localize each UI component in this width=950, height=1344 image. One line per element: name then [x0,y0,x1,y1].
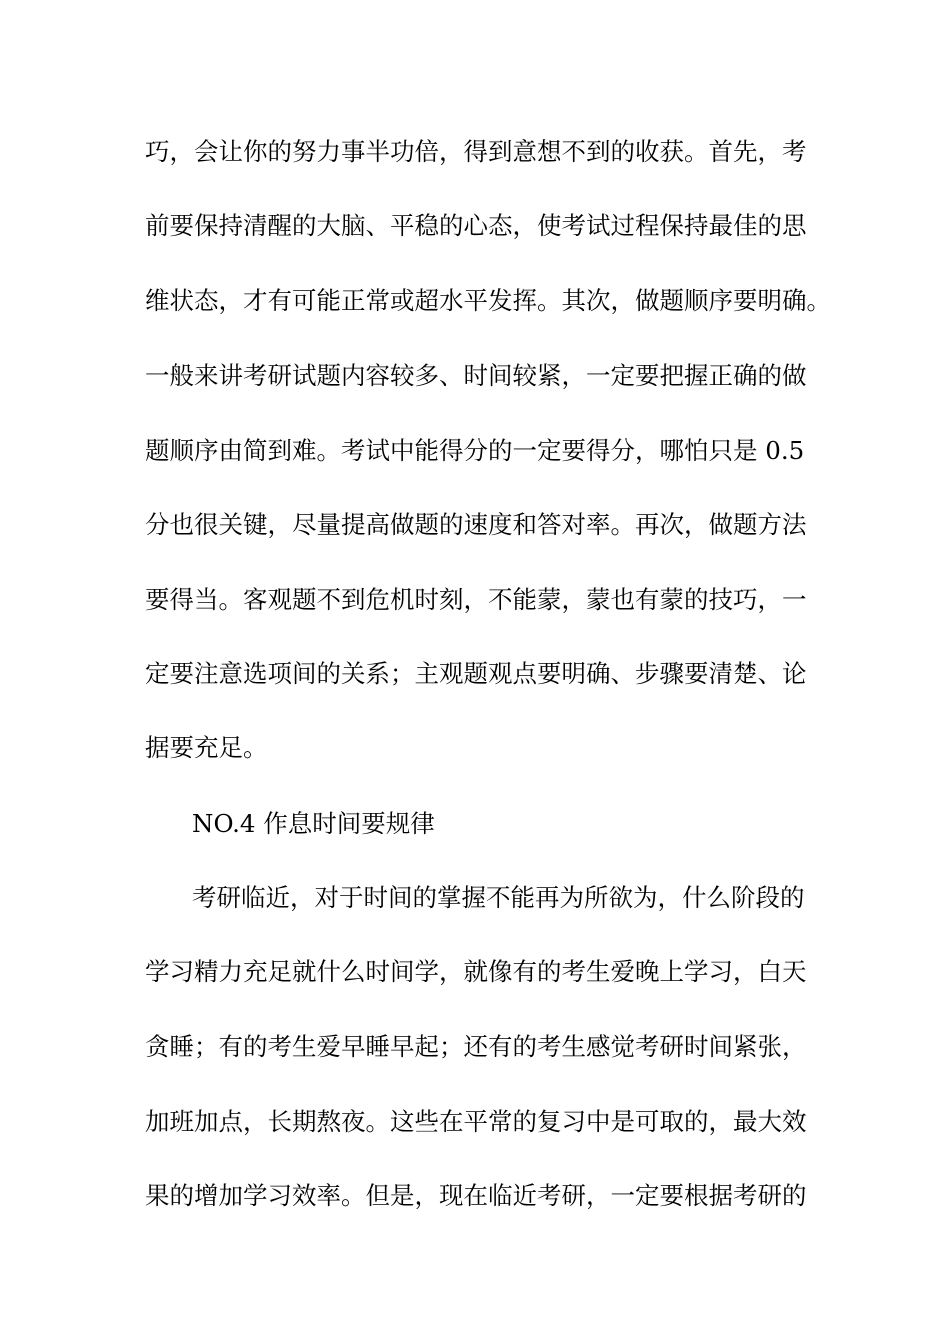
body-text-line: 要得当。客观题不到危机时刻，不能蒙，蒙也有蒙的技巧，一 [145,585,807,614]
body-text-line: 贪睡；有的考生爱早睡早起；还有的考生感觉考研时间紧张， [145,1032,807,1061]
body-text-line: 前要保持清醒的大脑、平稳的心态，使考试过程保持最佳的思 [145,211,807,240]
body-text-line: 一般来讲考研试题内容较多、时间较紧，一定要把握正确的做 [145,361,807,390]
body-text-line: 维状态，才有可能正常或超水平发挥。其次，做题顺序要明确。 [145,286,831,315]
body-text-line: 题顺序由简到难。考试中能得分的一定要得分，哪怕只是 0.5 [145,436,805,465]
section-heading: NO.4 作息时间要规律 [192,809,435,838]
body-text-line: 据要充足。 [145,733,268,762]
body-text-line: 分也很关键，尽量提高做题的速度和答对率。再次，做题方法 [145,510,807,539]
body-text-line: 定要注意选项间的关系；主观题观点要明确、步骤要清楚、论 [145,659,807,688]
body-text-line: 学习精力充足就什么时间学，就像有的考生爱晚上学习，白天 [145,957,807,986]
body-text-line: 巧，会让你的努力事半功倍，得到意想不到的收获。首先，考 [145,137,807,166]
body-text-line: 果的增加学习效率。但是，现在临近考研，一定要根据考研的 [145,1181,807,1210]
body-text-line: 加班加点，长期熬夜。这些在平常的复习中是可取的，最大效 [145,1107,807,1136]
body-text-line: 考研临近，对于时间的掌握不能再为所欲为，什么阶段的 [192,883,805,912]
